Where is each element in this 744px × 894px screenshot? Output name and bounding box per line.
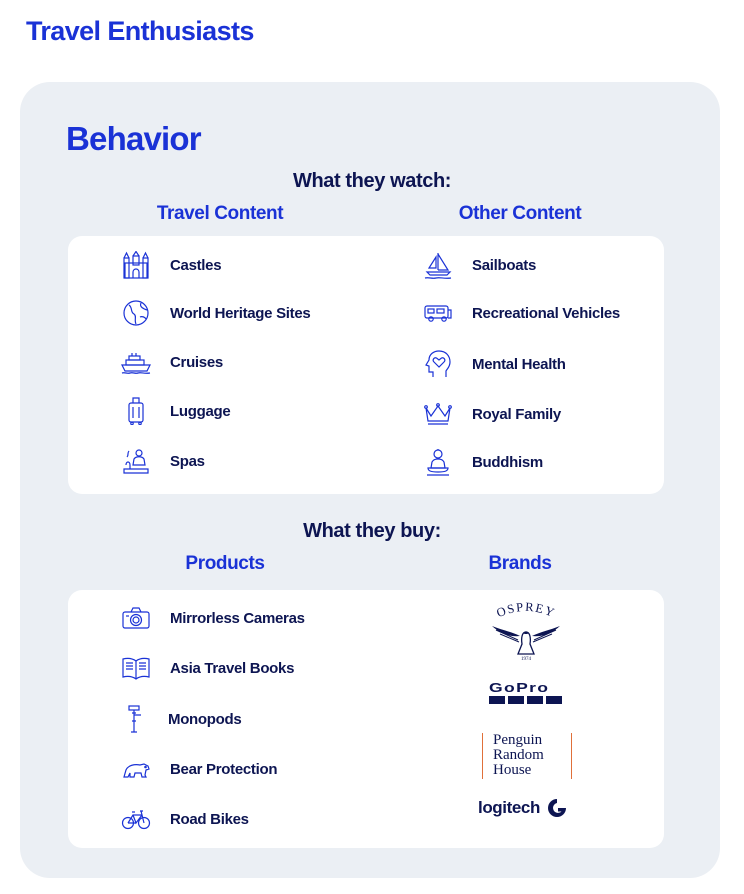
list-item-luggage <box>120 396 230 426</box>
logitech-wordmark: logitech <box>478 798 540 817</box>
svg-text:OSPREY <box>494 600 557 620</box>
gopro-wordmark: GoPro <box>489 680 550 695</box>
item-label: Road Bikes <box>170 810 249 828</box>
bear-icon <box>120 754 152 784</box>
item-label: Luggage <box>170 402 231 420</box>
list-item-road-bikes <box>120 804 249 834</box>
item-label: Buddhism <box>472 453 543 471</box>
item-label: Spas <box>170 452 205 470</box>
buy-heading: What they buy: <box>303 520 441 542</box>
section-title: Behavior <box>66 120 201 157</box>
brands-heading: Brands <box>488 553 552 574</box>
list-item-mirrorless-cameras <box>120 603 305 633</box>
item-label: Cruises <box>170 353 223 371</box>
item-label: World Heritage Sites <box>170 304 311 322</box>
page-title: Travel Enthusiasts <box>26 16 254 46</box>
penguin-random-house-logo <box>482 733 572 779</box>
item-label: Mirrorless Cameras <box>170 609 305 627</box>
item-label: Asia Travel Books <box>170 659 295 677</box>
watch-heading: What they watch: <box>292 170 452 192</box>
penguin-line: Penguin <box>493 732 543 748</box>
cruise-ship-icon <box>120 347 152 377</box>
buddha-icon <box>422 447 454 477</box>
house-line: House <box>493 762 532 778</box>
list-item-buddhism <box>422 447 543 477</box>
list-item-sailboats <box>422 250 536 280</box>
item-label: Sailboats <box>472 256 536 274</box>
item-label: Mental Health <box>472 355 566 373</box>
item-label: Monopods <box>168 710 242 728</box>
gopro-logo <box>489 682 565 706</box>
item-label: Recreational Vehicles <box>472 304 620 322</box>
monopod-icon <box>118 704 150 734</box>
list-item-royal-family <box>422 399 561 429</box>
castle-icon <box>120 250 152 280</box>
item-label: Royal Family <box>472 405 561 423</box>
svg-text:1974: 1974 <box>521 657 531 662</box>
rv-icon <box>422 298 454 328</box>
mental-health-icon <box>422 349 454 379</box>
products-heading: Products <box>185 553 265 574</box>
camera-icon <box>120 603 152 633</box>
travel-content-heading: Travel Content <box>156 203 284 224</box>
osprey-wordmark: OSPREY <box>494 600 558 621</box>
crown-icon <box>422 399 454 429</box>
luggage-icon <box>120 396 152 426</box>
sailboat-icon <box>422 250 454 280</box>
list-item-spas <box>120 446 205 476</box>
logitech-g-icon <box>546 797 568 819</box>
item-label: Castles <box>170 256 222 274</box>
osprey-logo <box>488 600 564 662</box>
random-line: Random <box>493 747 544 763</box>
list-item-world-heritage <box>120 298 310 328</box>
list-item-castles <box>120 250 221 280</box>
book-icon <box>120 653 152 683</box>
bicycle-icon <box>120 804 152 834</box>
list-item-cruises <box>120 347 223 377</box>
item-label: Bear Protection <box>170 760 278 778</box>
other-content-heading: Other Content <box>458 203 582 224</box>
globe-icon <box>120 298 152 328</box>
list-item-bear-protection <box>120 754 277 784</box>
list-item-monopods <box>118 704 241 734</box>
spa-icon <box>120 446 152 476</box>
list-item-asia-travel-books <box>120 653 294 683</box>
list-item-mental-health <box>422 349 566 379</box>
logitech-logo <box>478 796 568 820</box>
list-item-rv <box>422 298 620 328</box>
